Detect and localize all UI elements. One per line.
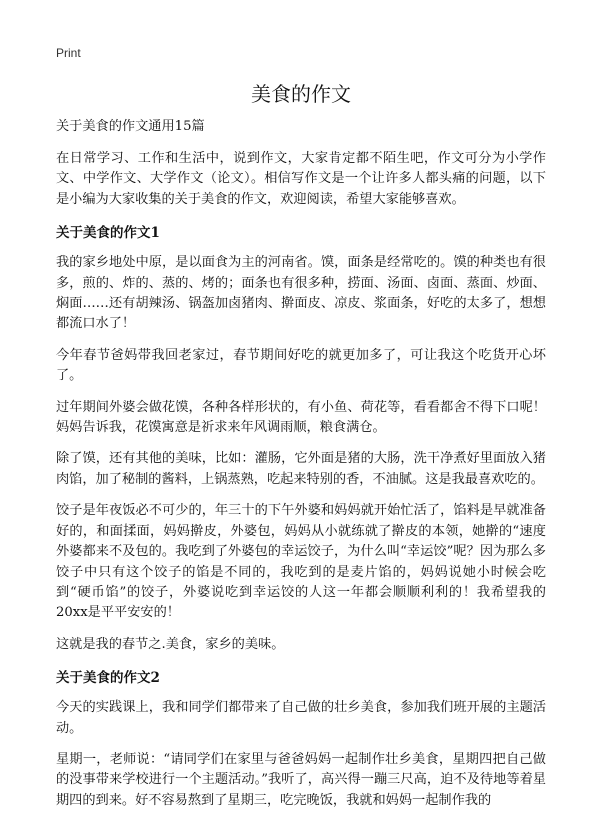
paragraph: 星期一，老师说：“请同学们在家里与爸爸妈妈一起制作壮乡美食，星期四把自己做的没事带来学校进行一个主题活动。”我听了，高兴得一蹦三尺高，迫不及待地等着星期四的到来。好不容易熬到了星期三，吃完晚饭，我就和妈妈一起制作我的 <box>56 751 546 808</box>
section-heading: 关于美食的作文1 <box>56 225 160 242</box>
document-page <box>56 80 546 822</box>
paragraph: 过年期间外婆会做花馍，各种各样形状的，有小鱼、荷花等，看看都舍不得下口呢！妈妈告诉我，花馍寓意是祈求来年风调雨顺，粮食满仓。 <box>56 399 546 436</box>
page-title: 美食的作文 <box>251 82 351 106</box>
paragraph: 今天的实践课上，我和同学们都带来了自己做的壮乡美食，参加我们班开展的主题活动。 <box>56 700 546 736</box>
print-link[interactable]: Print <box>56 46 81 60</box>
paragraph: 今年春节爸妈带我回老家过，春节期间好吃的就更加多了，可让我这个吃货开心坏了。 <box>56 347 546 384</box>
section-heading: 关于美食的作文2 <box>56 670 160 687</box>
paragraph: 这就是我的春节之.美食，家乡的美味。 <box>56 636 285 652</box>
paragraph: 除了馍，还有其他的美味，比如：灌肠，它外面是猪的大肠，洗干净煮好里面放入猪肉馅，加了秘制的酱料，上锅蒸熟，吃起来特别的香，不油腻。这是我最喜欢吃的。 <box>56 451 546 487</box>
paragraph: 饺子是年夜饭必不可少的，年三十的下午外婆和妈妈就开始忙活了，馅料是早就准备好的，和面揉面，妈妈擀皮，外婆包，妈妈从小就练就了擀皮的本领，她擀的“速度外婆都来不及包的。我吃到了外婆包的幸运饺子，为什么叫“幸运饺”呢？因为那么多饺子中只有这个饺子的馅是不同的，我吃到的是麦片馅的，妈妈说她小时候会吃到“硬币馅”的饺子，外婆说吃到幸运饺的人这一年都会顺顺利利的！我希望我的20xx是平平安安的！ <box>56 503 546 621</box>
intro-paragraph: 在日常学习、工作和生活中，说到作文，大家肯定都不陌生吧，作文可分为小学作文、中学作文、大学作文（论文）。相信写作文是一个让许多人都头痛的问题，以下是小编为大家收集的关于美食的作文，欢迎阅读，希望大家能够喜欢。 <box>56 151 546 207</box>
document-subtitle: 关于美食的作文通用15篇 <box>56 119 205 134</box>
paragraph: 我的家乡地处中原，是以面食为主的河南省。馍，面条是经常吃的。馍的种类也有很多，煎的、炸的、蒸的、烤的；面条也有很多种，捞面、汤面、卤面、蒸面、炒面、焖面……还有胡辣汤、锅盔加卤猪肉、擀面皮、凉皮、浆面条，好吃的太多了，想想都流口水了！ <box>56 255 546 332</box>
